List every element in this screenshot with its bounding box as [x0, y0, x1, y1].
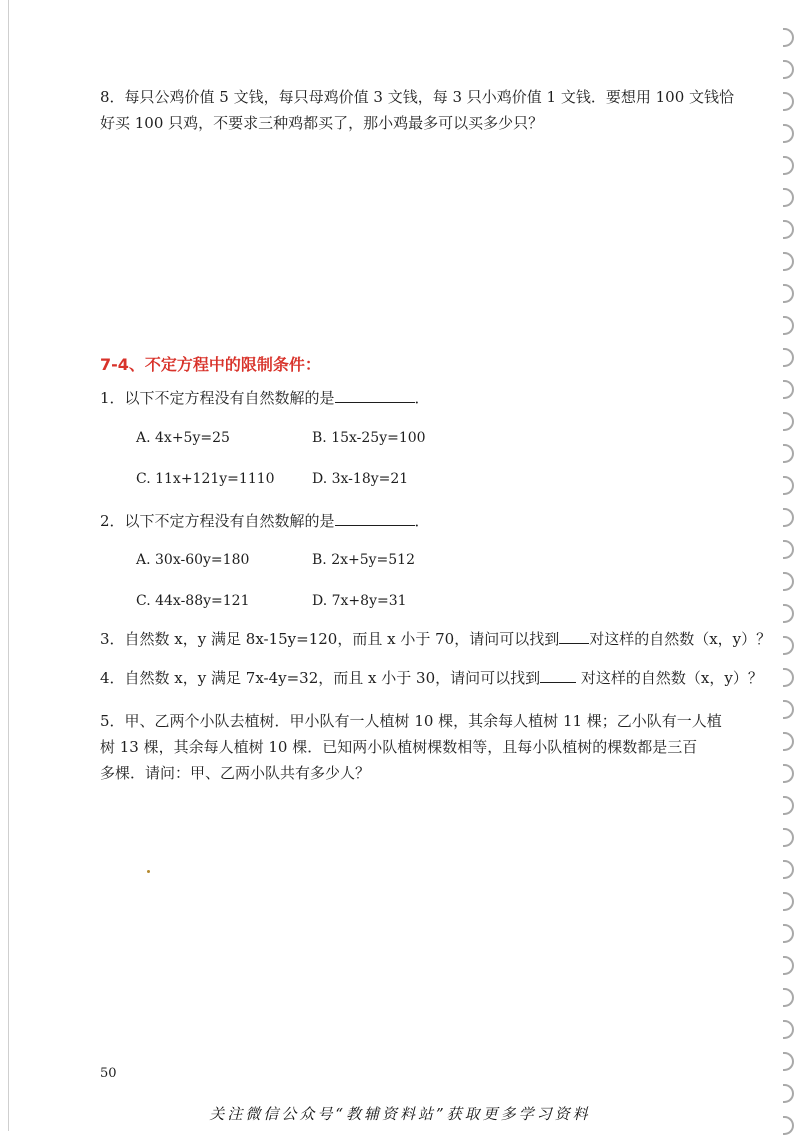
binder-ring	[783, 252, 794, 271]
footer-note: 关注微信公众号“教辅资料站”获取更多学习资料	[209, 1105, 591, 1123]
question-4	[100, 665, 763, 691]
binder-ring	[783, 188, 794, 207]
binder-ring	[783, 892, 794, 911]
binder-ring	[783, 732, 794, 751]
binder-ring	[783, 1084, 794, 1103]
question-3	[100, 626, 772, 652]
q1-option-d: D. 3x-18y=21	[312, 471, 409, 487]
question-8	[100, 84, 740, 136]
question-5-line-2: 树 13 棵，其余每人植树 10 棵．已知两小队植树棵数相等，且每小队植树的棵数都是三百	[100, 738, 698, 756]
answer-blank	[540, 666, 576, 683]
question-2-stem: 2．以下不定方程没有自然数解的是	[100, 512, 335, 530]
binder-ring	[783, 636, 794, 655]
question-1-stem: 1．以下不定方程没有自然数解的是	[100, 389, 335, 407]
page-edge	[8, 0, 9, 1131]
question-2-end: ．	[414, 512, 430, 530]
binder-rings	[772, 0, 800, 1131]
section-title: 7-4、不定方程中的限制条件：	[100, 355, 321, 374]
binder-ring	[783, 316, 794, 335]
binder-ring	[783, 988, 794, 1007]
question-1-end: ．	[414, 389, 430, 407]
question-4-after: 对这样的自然数（x，y）？	[576, 669, 763, 687]
binder-ring	[783, 604, 794, 623]
binder-ring	[783, 348, 794, 367]
binder-ring	[783, 284, 794, 303]
question-8-line-1: 8．每只公鸡价值 5 文钱，每只母鸡价值 3 文钱，每 3 只小鸡价值 1 文钱．要想用 100 文钱恰	[100, 88, 735, 106]
binder-ring	[783, 380, 794, 399]
question-3-before: 3．自然数 x，y 满足 8x-15y=120，而且 x 小于 70，请问可以找到	[100, 630, 560, 648]
binder-ring	[783, 668, 794, 687]
binder-ring	[783, 860, 794, 879]
binder-ring	[783, 1020, 794, 1039]
binder-ring	[783, 444, 794, 463]
binder-ring	[783, 220, 794, 239]
binder-ring	[783, 956, 794, 975]
q2-option-d: D. 7x+8y=31	[312, 593, 407, 609]
binder-ring	[783, 1052, 794, 1071]
binder-ring	[783, 156, 794, 175]
question-4-before: 4．自然数 x，y 满足 7x-4y=32，而且 x 小于 30，请问可以找到	[100, 669, 541, 687]
q2-option-a: A. 30x-60y=180	[136, 552, 250, 568]
binder-ring	[783, 508, 794, 527]
binder-ring	[783, 828, 794, 847]
q1-option-c: C. 11x+121y=1110	[136, 471, 275, 487]
answer-blank	[335, 509, 415, 526]
binder-ring	[783, 412, 794, 431]
page-number: 50	[100, 1066, 117, 1081]
binder-ring	[783, 28, 794, 47]
question-5-line-3: 多棵．请问：甲、乙两小队共有多少人？	[100, 764, 371, 782]
answer-blank	[335, 386, 415, 403]
binder-ring	[783, 764, 794, 783]
binder-ring	[783, 92, 794, 111]
scan-speck	[147, 870, 150, 873]
question-8-line-2: 好买 100 只鸡，不要求三种鸡都买了，那小鸡最多可以买多少只？	[100, 114, 544, 132]
q1-option-a: A. 4x+5y=25	[136, 430, 230, 446]
q1-option-b: B. 15x-25y=100	[312, 430, 426, 446]
question-1	[100, 385, 740, 411]
binder-ring	[783, 60, 794, 79]
binder-ring	[783, 700, 794, 719]
q2-option-c: C. 44x-88y=121	[136, 593, 250, 609]
binder-ring	[783, 572, 794, 591]
question-5-line-1: 5．甲、乙两个小队去植树．甲小队有一人植树 10 棵，其余每人植树 11 棵；乙小队有一人植	[100, 712, 722, 730]
question-5	[100, 708, 740, 786]
binder-ring	[783, 476, 794, 495]
binder-ring	[783, 540, 794, 559]
binder-ring	[783, 924, 794, 943]
binder-ring	[783, 124, 794, 143]
binder-ring	[783, 796, 794, 815]
q2-option-b: B. 2x+5y=512	[312, 552, 415, 568]
question-2	[100, 508, 740, 534]
answer-blank	[559, 627, 589, 644]
question-3-after: 对这样的自然数（x，y）？	[589, 630, 772, 648]
